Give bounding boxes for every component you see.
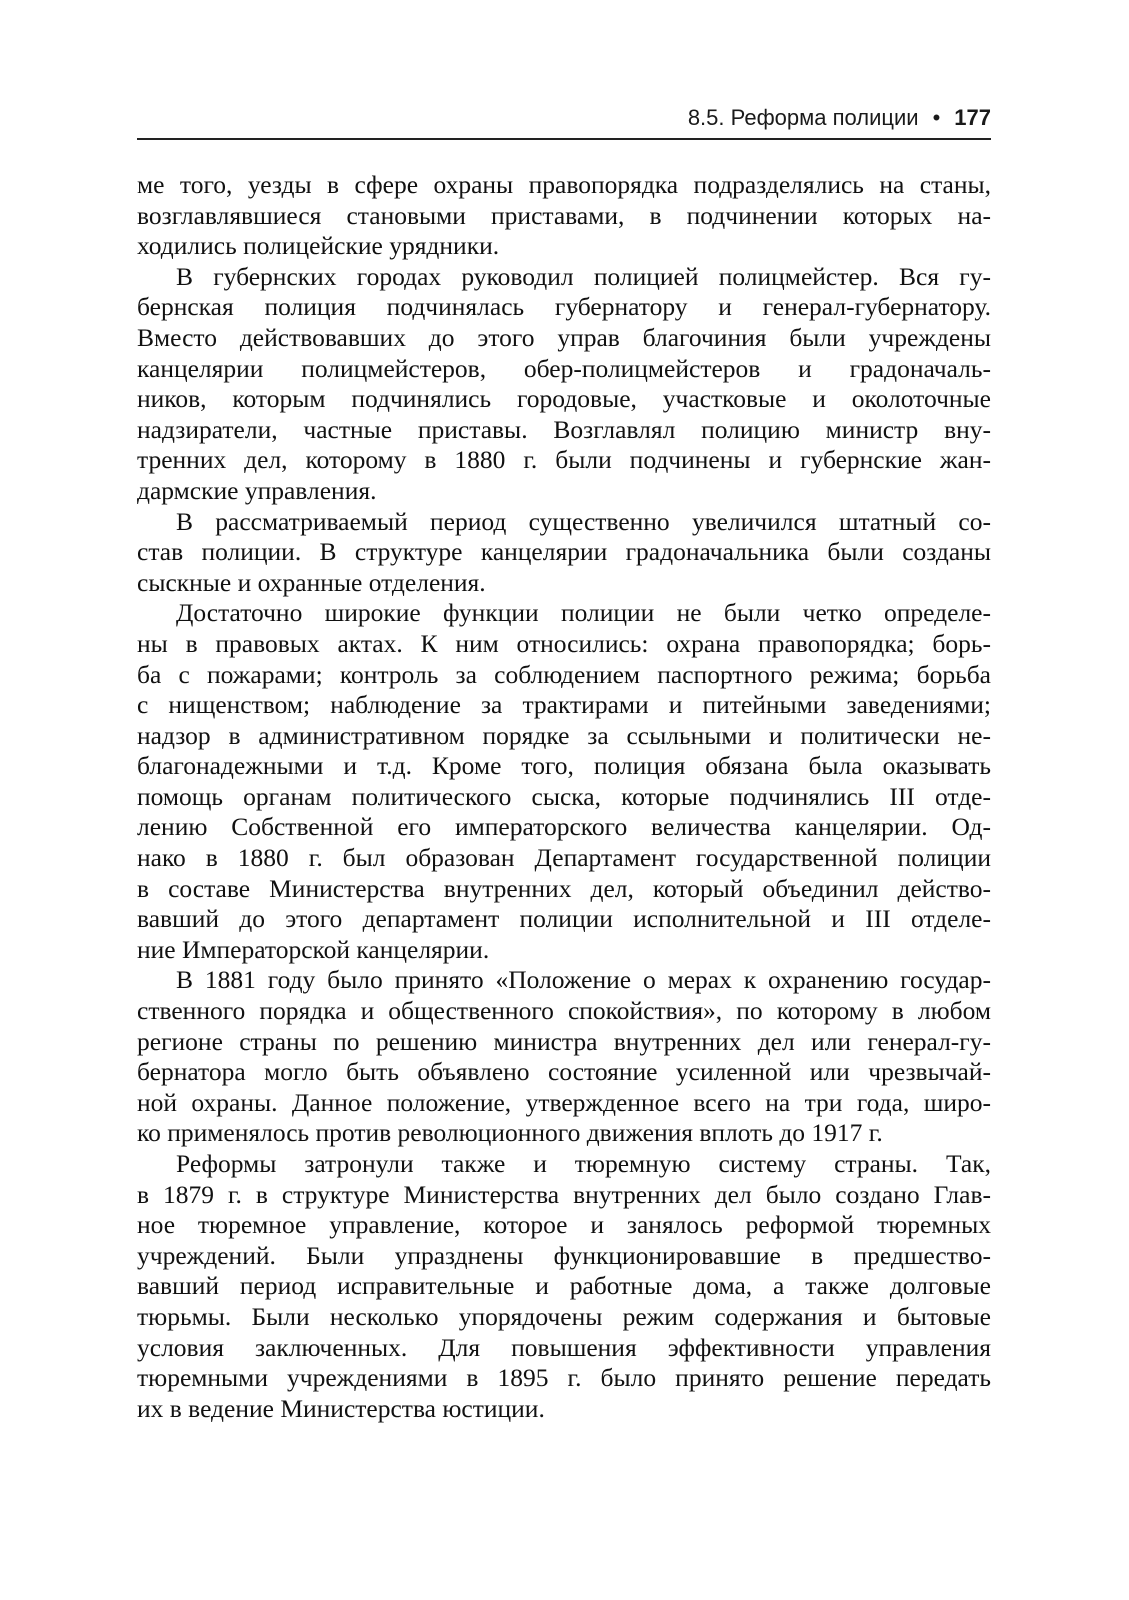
body-text (137, 170, 991, 1424)
text-line: сыскные и охранные отделения. (137, 567, 486, 597)
text-line: Достаточно широкие функции полиции не были четко определе- (176, 598, 991, 628)
running-header (137, 102, 991, 134)
text-line: лению Собственной его императорского величества канцелярии. Од- (137, 812, 991, 842)
paragraph (137, 598, 991, 965)
text-line: с нищенством; наблюдение за трактирами и питейными заведениями; (137, 690, 991, 720)
text-line: В 1881 году было принято «Положение о мерах к охранению государ- (176, 965, 991, 995)
text-line: благонадежными и т.д. Кроме того, полиция обязана была оказывать (137, 751, 991, 781)
header-rule (137, 138, 991, 140)
text-line: ников, которым подчинялись городовые, участковые и околоточные (137, 384, 991, 414)
text-line: ме того, уезды в сфере охраны правопорядка подразделялись на станы, (137, 170, 991, 199)
text-line: дармские управления. (137, 475, 377, 505)
text-line: В рассматриваемый период существенно увеличился штатный со- (176, 506, 991, 536)
paragraph (137, 507, 991, 599)
text-line: Вместо действовавших до этого управ благочиния были учреждены (137, 322, 991, 352)
paragraph (137, 965, 991, 1149)
text-line: возглавлявшиеся становыми приставами, в подчинении которых на- (137, 200, 991, 230)
text-line: тюрьмы. Были несколько упорядочены режим содержания и бытовые (137, 1301, 991, 1331)
text-line: бернатора могло быть объявлено состояние усиленной или чрезвычай- (137, 1057, 991, 1087)
text-line: их в ведение Министерства юстиции. (137, 1393, 545, 1423)
text-line: помощь органам политического сыска, которые подчинялись III отде- (137, 781, 991, 811)
text-line: ко применялось против революционного движения вплоть до 1917 г. (137, 1118, 883, 1148)
text-line: надзиратели, частные приставы. Возглавлял полицию министр вну- (137, 414, 991, 444)
text-line: ны в правовых актах. К ним относились: охрана правопорядка; борь- (137, 628, 991, 658)
text-line: надзор в административном порядке за ссыльными и политически не- (137, 720, 991, 750)
text-line: ное тюремное управление, которое и занялось реформой тюремных (137, 1210, 991, 1240)
text-line: условия заключенных. Для повышения эффективности управления (137, 1332, 991, 1362)
text-line: ние Императорской канцелярии. (137, 934, 490, 964)
text-line: ной охраны. Данное положение, утвержденное всего на три года, широ- (137, 1087, 991, 1117)
header-separator: • (932, 105, 941, 130)
text-line: учреждений. Были упразднены функционировавшие в предшество- (137, 1240, 991, 1270)
text-line: нако в 1880 г. был образован Департамент государственной полиции (137, 843, 991, 873)
text-line: в составе Министерства внутренних дел, который объединил действо- (137, 873, 991, 903)
text-line: ба с пожарами; контроль за соблюдением паспортного режима; борьба (137, 659, 991, 689)
page-number: 177 (954, 105, 991, 130)
text-line: в 1879 г. в структуре Министерства внутренних дел было создано Глав- (137, 1179, 991, 1209)
section-title: 8.5. Реформа полиции (687, 105, 919, 130)
paragraph (137, 262, 991, 507)
paragraph (137, 1149, 991, 1424)
text-line: вавший до этого департамент полиции исполнительной и III отделе- (137, 904, 991, 934)
text-line: тюремными учреждениями в 1895 г. было принято решение передать (137, 1363, 991, 1393)
text-line: став полиции. В структуре канцелярии градоначальника были созданы (137, 537, 991, 567)
text-line: бернская полиция подчинялась губернатору и генерал-губернатору. (137, 292, 991, 322)
paragraph (137, 170, 991, 262)
text-line: ходились полицейские урядники. (137, 231, 500, 261)
text-line: ственного порядка и общественного спокойствия», по которому в любом (137, 996, 991, 1026)
text-line: В губернских городах руководил полицией полицмейстер. Вся гу- (176, 261, 991, 291)
text-line: вавший период исправительные и работные дома, а также долговые (137, 1271, 991, 1301)
text-line: Реформы затронули также и тюремную систему страны. Так, (176, 1149, 991, 1178)
text-line: канцелярии полицмейстеров, обер-полицмейстеров и градоначаль- (137, 353, 991, 383)
text-line: регионе страны по решению министра внутренних дел или генерал-гу- (137, 1026, 991, 1056)
text-line: тренних дел, которому в 1880 г. были подчинены и губернские жан- (137, 445, 991, 475)
